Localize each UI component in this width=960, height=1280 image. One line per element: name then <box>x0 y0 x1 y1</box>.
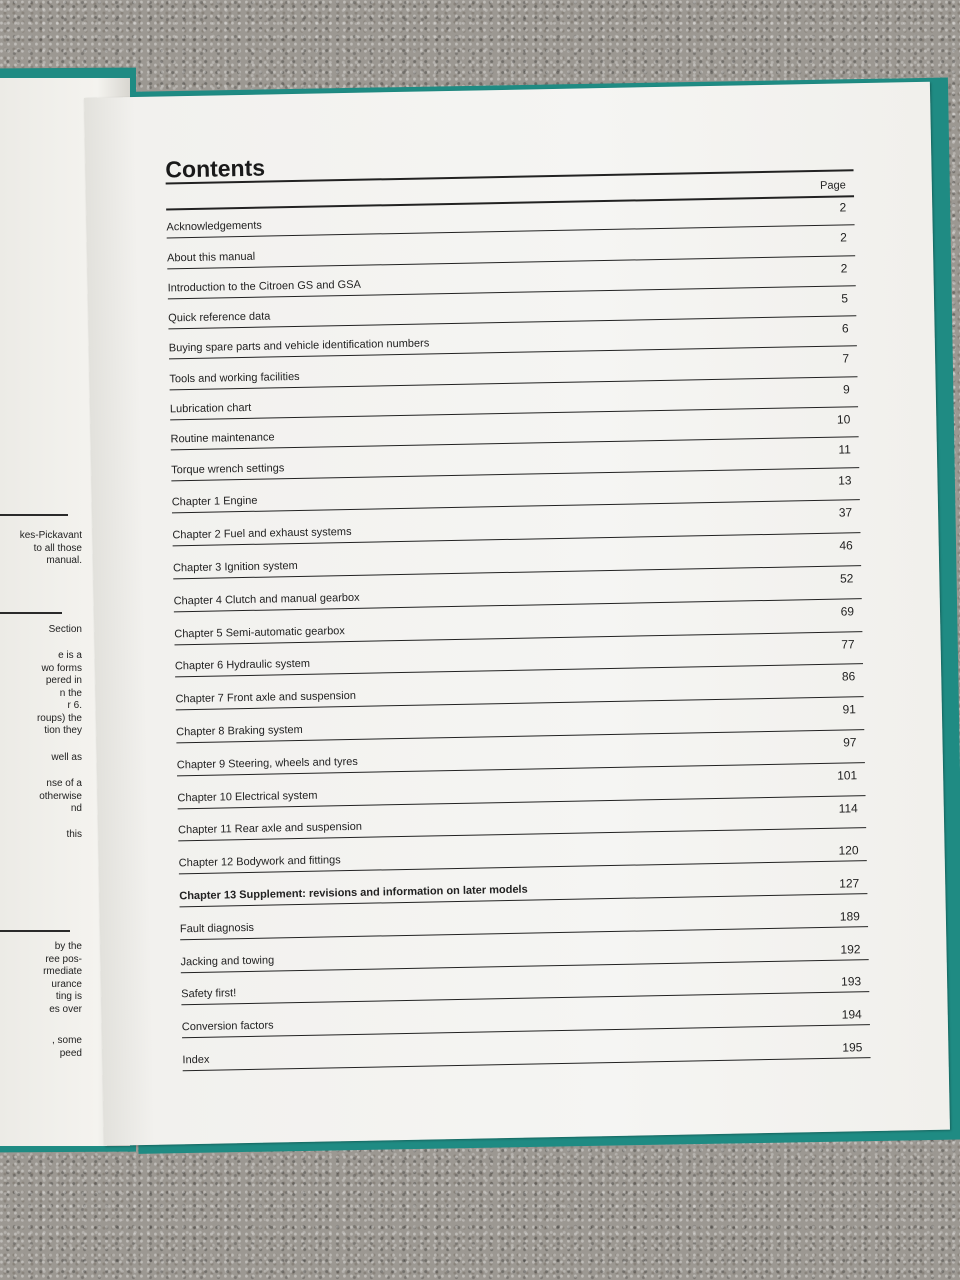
entry-label: Chapter 7 Front axle and suspension <box>175 690 357 706</box>
entry-label: Chapter 6 Hydraulic system <box>174 658 311 673</box>
left-page-paragraph: e is a wo forms pered in n the r 6. roups) the tion they <box>36 650 82 736</box>
left-page-rule <box>0 930 70 932</box>
entry-page-number: 5 <box>841 291 849 306</box>
left-page-paragraph: this <box>66 829 82 840</box>
left-page-paragraph: kes-Pickavant to all those manual. <box>19 530 82 566</box>
left-page-paragraph: by the ree pos- rmediate urance ting is es over <box>43 941 82 1015</box>
entry-page-number: 194 <box>841 1007 862 1022</box>
entry-page-number: 11 <box>838 442 852 457</box>
entry-page-number: 193 <box>840 974 862 990</box>
contents-page <box>84 82 950 1146</box>
entry-label: Introduction to the Citroen GS and GSA <box>167 278 361 295</box>
entry-page-number: 9 <box>842 382 850 397</box>
entry-label: Chapter 12 Bodywork and fittings <box>178 854 341 870</box>
entry-label: Tools and working facilities <box>169 370 300 386</box>
page-column-header: Page <box>820 179 846 192</box>
entry-page-number: 7 <box>842 351 850 366</box>
left-page-paragraph: Section <box>48 624 82 635</box>
entry-label: Chapter 5 Semi-automatic gearbox <box>174 624 345 641</box>
entry-page-number: 46 <box>839 538 853 553</box>
entry-label: Lubrication chart <box>169 401 252 416</box>
entry-label: Chapter 8 Braking system <box>176 723 303 739</box>
entry-label: About this manual <box>166 250 256 265</box>
entry-page-number: 52 <box>839 571 854 586</box>
left-page-rule <box>0 514 68 516</box>
entry-label: Conversion factors <box>181 1019 274 1034</box>
page-title: Contents <box>165 154 266 183</box>
entry-page-number: 86 <box>841 669 856 685</box>
entry-page-number: 69 <box>840 604 855 619</box>
entry-page-number: 114 <box>838 800 858 816</box>
entry-label: Chapter 11 Rear axle and suspension <box>177 821 363 837</box>
entry-page-number: 91 <box>842 702 857 717</box>
contents-list <box>166 195 870 1071</box>
entry-label: Quick reference data <box>168 310 271 325</box>
entry-label: Torque wrench settings <box>171 461 285 477</box>
entry-label: Chapter 13 Supplement: revisions and information on later models <box>179 883 528 903</box>
entry-label: Chapter 3 Ignition system <box>172 560 298 575</box>
entry-label: Buying spare parts and vehicle identification numbers <box>168 337 430 355</box>
entry-page-number: 127 <box>839 876 860 891</box>
entry-label: Routine maintenance <box>170 431 275 446</box>
contents-block <box>165 143 863 1067</box>
entry-page-number: 37 <box>838 505 853 521</box>
entry-label: Acknowledgements <box>166 219 262 234</box>
left-page-paragraph: , some peed <box>51 1035 82 1059</box>
left-page-paragraph: nse of a otherwise nd <box>39 778 82 814</box>
entry-page-number: 120 <box>838 843 859 858</box>
entry-label: Chapter 1 Engine <box>171 495 258 509</box>
entry-page-number: 77 <box>841 636 855 652</box>
entry-page-number: 13 <box>837 473 852 488</box>
entry-label: Chapter 2 Fuel and exhaust systems <box>172 526 352 542</box>
left-page-rule <box>0 612 62 614</box>
entry-label: Index <box>182 1053 210 1067</box>
entry-page-number: 192 <box>840 941 861 957</box>
entry-page-number: 195 <box>842 1040 863 1055</box>
entry-label: Jacking and towing <box>180 954 275 968</box>
entry-page-number: 189 <box>839 909 860 924</box>
entry-page-number: 2 <box>839 200 847 215</box>
entry-page-number: 6 <box>841 321 849 336</box>
left-page-paragraph: well as <box>51 752 82 763</box>
entry-label: Chapter 9 Steering, wheels and tyres <box>176 755 358 772</box>
entry-page-number: 10 <box>836 412 851 427</box>
entry-page-number: 97 <box>843 735 857 750</box>
title-rule <box>166 169 854 184</box>
entry-label: Fault diagnosis <box>179 921 255 936</box>
entry-label: Chapter 10 Electrical system <box>177 789 318 804</box>
entry-page-number: 2 <box>840 230 847 245</box>
entry-page-number: 2 <box>840 260 848 276</box>
entry-label: Chapter 4 Clutch and manual gearbox <box>173 591 360 608</box>
entry-page-number: 101 <box>836 768 858 783</box>
entry-label: Safety first! <box>181 987 237 1001</box>
